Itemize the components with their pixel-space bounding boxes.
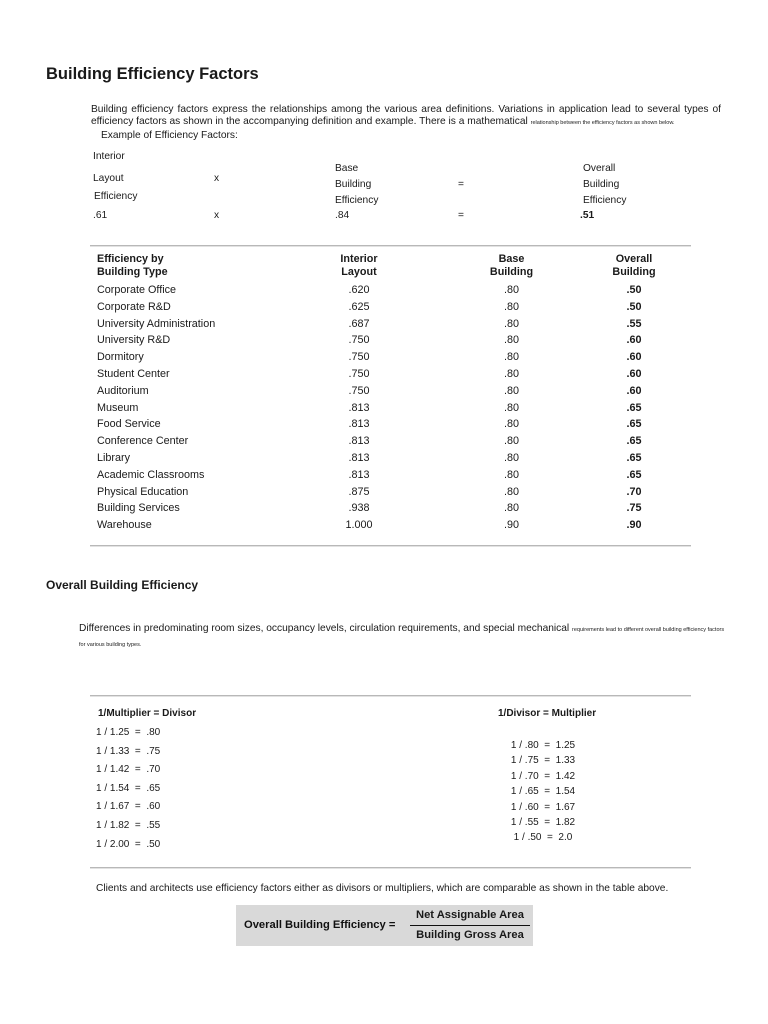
cell-base-building: .90 (503, 519, 519, 532)
column-header-base-building: Base Building (489, 253, 534, 278)
cell-base-building: .80 (503, 485, 519, 498)
cell-overall-building: .65 (626, 418, 642, 431)
cell-interior-layout: .813 (348, 418, 370, 431)
table-header-row (93, 253, 680, 282)
conversion-left-row: 1 / 1.54 = .65 (96, 782, 161, 794)
section-paragraph (79, 622, 729, 652)
cell-overall-building: .60 (626, 334, 642, 347)
cell-interior-layout: .625 (348, 300, 370, 313)
cell-interior-layout: .813 (348, 468, 370, 481)
eq-times-sign: x (214, 173, 220, 184)
table-row (93, 450, 680, 467)
conversion-right-header: 1/Divisor = Multiplier (498, 708, 597, 719)
cell-interior-layout: .687 (348, 317, 370, 330)
cell-building-type: University Administration (97, 317, 216, 330)
cell-building-type: University R&D (97, 334, 171, 347)
table-row (93, 316, 680, 333)
conversion-left-row: 1 / 1.25 = .80 (96, 727, 161, 738)
conversion-right-row: 1 / .60 = 1.67 (510, 801, 576, 813)
conversion-left-header: 1/Multiplier = Divisor (98, 708, 197, 719)
cell-interior-layout: .750 (348, 351, 370, 364)
table-row (93, 400, 680, 417)
eq-overall-term (583, 161, 626, 209)
cell-interior-layout: .750 (348, 367, 370, 380)
cell-base-building: .80 (503, 367, 519, 380)
cell-base-building: .80 (503, 435, 519, 448)
cell-interior-layout: .813 (348, 451, 370, 464)
cell-interior-layout: .750 (348, 384, 370, 397)
conversion-right-list (498, 738, 588, 846)
cell-building-type: Conference Center (97, 435, 189, 448)
table-row (93, 433, 680, 450)
eq-value-times: x (214, 210, 220, 221)
conversion-left-list (96, 724, 160, 854)
footer-text: Clients and architects use efficiency factors either as divisors or multipliers, which are comparable as shown in the table above. (96, 883, 669, 894)
cell-overall-building: .75 (626, 502, 642, 515)
cell-overall-building: .60 (626, 367, 642, 380)
section-text: Differences in predominating room sizes, occupancy levels, circulation requirements, and special mechanical (79, 623, 570, 634)
cell-building-type: Student Center (97, 367, 170, 380)
cell-overall-building: .60 (626, 351, 642, 364)
conversion-left-row: 1 / 1.33 = .75 (96, 745, 161, 757)
cell-overall-building: .50 (626, 284, 642, 296)
conversion-right-row: 1 / .65 = 1.54 (510, 786, 576, 798)
table-row (93, 383, 680, 400)
cell-base-building: .80 (503, 384, 519, 397)
cell-building-type: Library (97, 451, 131, 464)
conversion-left-row: 1 / 1.82 = .55 (96, 819, 161, 831)
cell-building-type: Dormitory (97, 351, 144, 364)
cell-building-type: Academic Classrooms (97, 468, 205, 481)
eq-equals-sign: = (458, 179, 464, 190)
cell-interior-layout: .620 (348, 284, 370, 296)
cell-base-building: .80 (503, 451, 519, 464)
divider (90, 545, 691, 546)
eq-overall-line: Building (583, 179, 620, 190)
cell-overall-building: .60 (626, 384, 642, 397)
cell-overall-building: .50 (626, 300, 642, 313)
formula-label: Overall Building Efficiency = (244, 919, 396, 931)
cell-building-type: Corporate Office (97, 284, 177, 296)
eq-value-base: .84 (335, 210, 350, 221)
conversion-right-row: 1 / .80 = 1.25 (510, 740, 576, 751)
cell-building-type: Auditorium (97, 384, 149, 397)
cell-building-type: Museum (97, 401, 139, 414)
column-header-overall-building: Overall Building (612, 253, 656, 278)
cell-base-building: .80 (503, 418, 519, 431)
cell-overall-building: .65 (626, 451, 642, 464)
intro-text: Building efficiency factors express the relationships among the various area definitions. Variations in application lead to several types of efficiency factors as shown in the accompanying definition and example. There is a mathematical (91, 104, 721, 127)
table-row (93, 282, 680, 299)
conversion-right-row: 1 / .70 = 1.42 (510, 770, 576, 782)
cell-overall-building: .70 (626, 485, 642, 498)
cell-base-building: .80 (503, 334, 519, 347)
divider (90, 695, 691, 696)
conversion-right-row: 1 / .75 = 1.33 (510, 755, 576, 767)
table-row (93, 500, 680, 517)
cell-interior-layout: 1.000 (345, 519, 373, 532)
eq-value-overall: .51 (580, 210, 595, 221)
cell-base-building: .80 (503, 284, 519, 296)
divider (90, 867, 691, 868)
cell-base-building: .80 (503, 468, 519, 481)
cell-overall-building: .55 (626, 317, 642, 330)
example-label: Example of Efficiency Factors: (101, 130, 238, 141)
cell-base-building: .80 (503, 300, 519, 313)
formula-denominator: Building Gross Area (416, 929, 524, 941)
eq-interior-line: Layout (93, 173, 124, 184)
column-header-interior-layout: Interior Layout (340, 253, 378, 278)
eq-base-term (335, 161, 378, 209)
eq-overall-line: Overall (583, 163, 616, 174)
column-header-building-type: Efficiency by Building Type (97, 253, 168, 278)
formula-numerator: Net Assignable Area (416, 909, 524, 921)
cell-interior-layout: .875 (348, 485, 370, 498)
cell-base-building: .80 (503, 317, 519, 330)
cell-overall-building: .65 (626, 468, 642, 481)
table-row (93, 366, 680, 383)
intro-small-text: relationship between the efficiency factors as shown below. (530, 120, 675, 126)
section-heading: Overall Building Efficiency (46, 578, 199, 592)
eq-base-line: Efficiency (335, 195, 379, 206)
eq-interior-line: Interior (93, 151, 125, 162)
table-row (93, 416, 680, 433)
eq-interior-line: Efficiency (94, 191, 138, 202)
divider (90, 245, 691, 246)
conversion-left-row: 1 / 1.42 = .70 (96, 764, 161, 776)
conversion-right-row: 1 / .50 = 2.0 (513, 832, 573, 844)
cell-base-building: .80 (503, 502, 519, 515)
section-small-text: requirements lead to different overall building efficiency factors for various building types. (79, 627, 725, 648)
cell-building-type: Warehouse (97, 519, 152, 532)
cell-base-building: .80 (503, 351, 519, 364)
formula-fraction-bar (410, 925, 530, 926)
cell-interior-layout: .813 (348, 435, 370, 448)
table-row (93, 299, 680, 316)
cell-interior-layout: .938 (348, 502, 370, 515)
eq-base-line: Base (335, 163, 359, 174)
table-row (93, 517, 680, 534)
conversion-left-row: 1 / 1.67 = .60 (96, 801, 161, 813)
cell-overall-building: .65 (626, 401, 642, 414)
table-row (93, 349, 680, 366)
eq-base-line: Building (335, 179, 372, 190)
page-title: Building Efficiency Factors (46, 65, 259, 83)
conversion-left-row: 1 / 2.00 = .50 (96, 838, 161, 850)
cell-base-building: .80 (503, 401, 519, 414)
conversion-right-row: 1 / .55 = 1.82 (510, 817, 576, 829)
cell-interior-layout: .750 (348, 334, 370, 347)
cell-interior-layout: .813 (348, 401, 370, 414)
cell-overall-building: .65 (626, 435, 642, 448)
eq-value-interior: .61 (93, 210, 108, 221)
table-row (93, 332, 680, 349)
efficiency-table (93, 253, 680, 534)
cell-overall-building: .90 (626, 519, 642, 532)
efficiency-formula (236, 905, 533, 946)
eq-overall-line: Efficiency (583, 195, 627, 206)
eq-value-equals: = (458, 210, 464, 221)
intro-paragraph (91, 104, 721, 129)
cell-building-type: Physical Education (97, 485, 189, 498)
cell-building-type: Corporate R&D (97, 300, 171, 313)
eq-interior-term (93, 148, 137, 206)
table-row (93, 467, 680, 484)
table-row (93, 484, 680, 501)
cell-building-type: Food Service (97, 418, 161, 431)
cell-building-type: Building Services (97, 502, 180, 515)
